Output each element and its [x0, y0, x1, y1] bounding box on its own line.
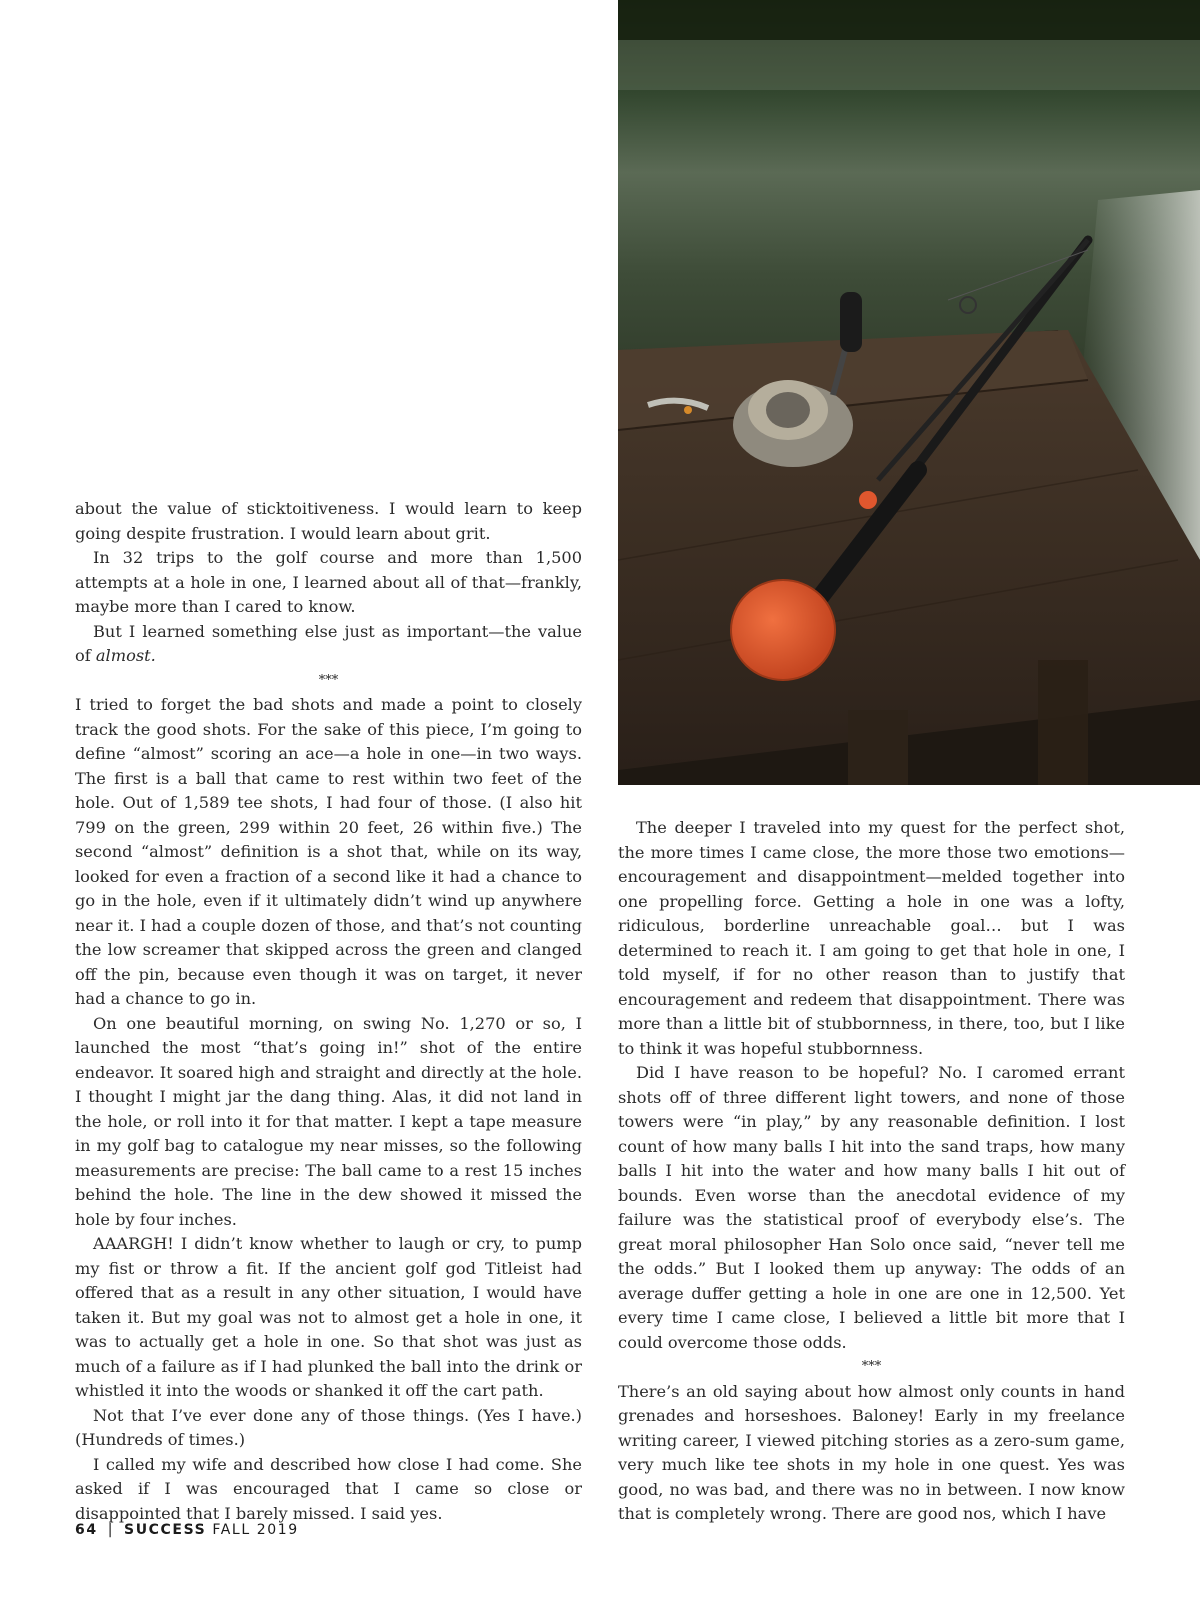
emphasis-almost: almost. [95, 646, 156, 665]
magazine-name: SUCCESS [124, 1522, 207, 1538]
page-footer [75, 1522, 299, 1538]
paragraph: Did I have reason to be hopeful? No. I caromed errant shots off of three different light towers, and none of those towers were “in play,” by any reasonable definition. I lost count of how many balls I hit into the sand traps, how many balls I hit into the water and how many balls I hit out of bounds. Even worse than the anecdotal evidence of my failure was the statistical proof of everybody else’s. The great moral philosopher Han Solo once said, “never tell me the odds.” But I looked them up anyway: The odds of an average duffer getting a hole in one are one in 12,500. Yet every time I came close, I believed a little bit more that I could overcome those odds. [618, 1063, 1125, 1352]
issue-date: FALL 2019 [212, 1522, 299, 1538]
paragraph [75, 620, 582, 669]
paragraph: AAARGH! I didn’t know whether to laugh or cry, to pump my fist or throw a fit. If the ancient golf god Titleist had offered that as a result in any other situation, I would have taken it. But my goal was not to almost get a hole in one, it was to actually get a hole in one. So that shot was just as much of a failure as if I had plunked the ball into the drink or whistled it into the woods or shanked it off the cart path. [75, 1234, 582, 1400]
paragraph: There’s an old saying about how almost only counts in hand grenades and horseshoes. Baloney! Early in my freelance writing career, I viewed pitching stories as a zero-sum game, very much like tee shots in my hole in one quest. Yes was good, no was bad, and there was no in between. I now know that is completely wrong. There are good nos, which I have [618, 1381, 1125, 1523]
left-text-column [75, 497, 582, 1526]
page-number: 64 [75, 1522, 98, 1538]
section-separator: *** [861, 1359, 882, 1374]
paragraph: I called my wife and described how close I had come. She asked if I was encouraged that I came so close or disappointed that I barely missed. I said yes. [75, 1454, 582, 1523]
paragraph: The deeper I traveled into my quest for the perfect shot, the more times I came close, the more those two emotions—encouragement and disappointment—melded together into one propelling force. Getting a hole in one was a lofty, ridiculous, borderline unreachable goal… but I was determined to reach it. I am going to get that hole in one, I told myself, if for no other reason than to justify that encouragement and redeem that disappointment. There was more than a little bit of stubbornness, in there, too, but I like to think it was hopeful stubbornness. [618, 818, 1125, 1058]
paragraph: In 32 trips to the golf course and more than 1,500 attempts at a hole in one, I learned about all of that—frankly, maybe more than I cared to know. [75, 548, 582, 616]
paragraph: I tried to forget the bad shots and made a point to closely track the good shots. For the sake of this piece, I’m going to define “almost” scoring an ace—a hole in one—in two ways. The first is a ball that came to rest within two feet of the hole. Out of 1,589 tee shots, I had four of those. (I also hit 799 on the green, 299 within 20 feet, 26 within five.) The second “almost” definition is a shot that, while on its way, looked for even a fraction of a second like it had a chance to go in the hole, even if it ultimately didn’t wind up anywhere near it. I had a couple dozen of those, and that’s not counting the low screamer that skipped across the green and clanged off the pin, because even though it was on target, it never had a chance to go in. [75, 695, 582, 1008]
paragraph: about the value of sticktoitiveness. I would learn to keep going despite frustration. I would learn about grit. [75, 499, 582, 543]
fishing-rod-illustration [618, 0, 1200, 785]
fishing-rod-photo [618, 0, 1200, 785]
paragraph: On one beautiful morning, on swing No. 1,270 or so, I launched the most “that’s going in!” shot of the entire endeavor. It soared high and straight and directly at the hole. I thought I might jar the dang thing. Alas, it did not land in the hole, or roll into it for that matter. I kept a tape measure in my golf bag to catalogue my near misses, so the following measurements are precise: The ball came to a rest 15 inches behind the hole. The line in the dew showed it missed the hole by four inches. [75, 1013, 582, 1229]
right-text-column [618, 816, 1125, 1527]
section-separator: *** [318, 672, 339, 688]
paragraph-text: But I learned something else just as important—the value of [75, 621, 582, 665]
footer-divider: | [107, 1522, 115, 1538]
paragraph: Not that I’ve ever done any of those things. (Yes I have.) (Hundreds of times.) [75, 1405, 582, 1449]
